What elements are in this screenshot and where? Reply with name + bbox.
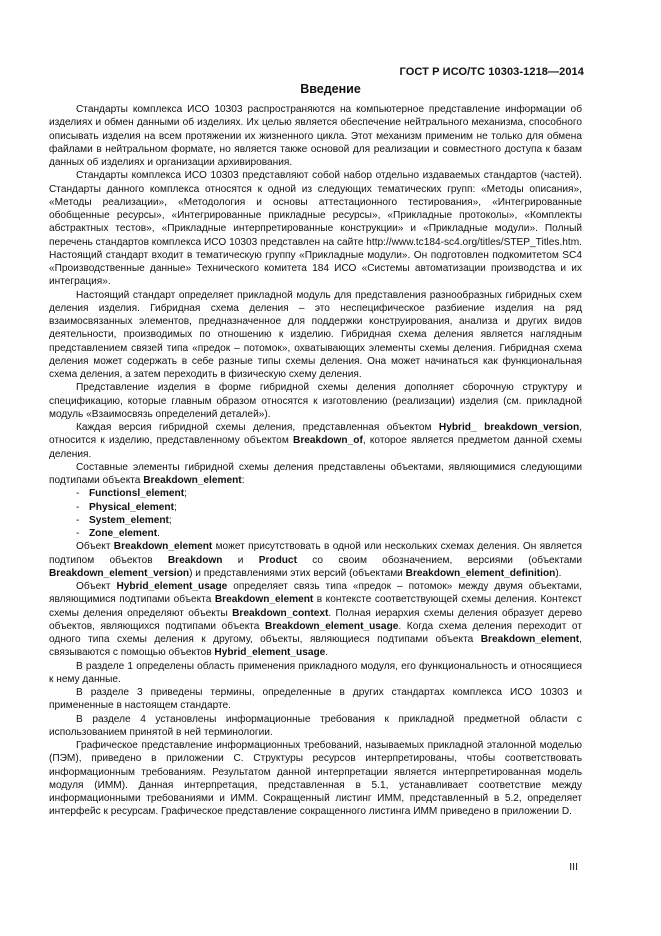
paragraph: Графическое представление информационных требований, называемых прикладной эталонной моделью (ПЭМ), приведено в приложении С. Структуры ресурсов интерпретированы, чтобы соответствовать информационным требованиям. Результатом данной интерпретации является интерпретированная модель модуля (ИММ). Данная интерпретация, представленная в 5.1, устанавливает соответствие между информационными требованиями и ИММ. Сокращенный листинг ИММ, представленный в 5.2, определяет интерфейс к ресурсам. Графическое представление сокращенного листинга ИММ приведено в приложении D.: [49, 740, 582, 818]
list-item: - Zone_element.: [76, 528, 160, 539]
section-title: Введение: [300, 82, 361, 96]
paragraph: Объект Hybrid_element_usage определяет связь типа «предок – потомок» между двумя объектами, являющимися подтипами объекта Breakdown_element в контексте соответствующей схемы деления. Контекст схемы деления определяют объекты Breakdown_context. Полная иерархия схемы деления образует дерево объектов, являющихся подтипами объекта Breakdown_element_usage. Когда схема деления переходит от одного типа схемы деления к другому, объекты, являющиеся подтипами объекта Breakdown_element, связываются с помощью объектов Hybrid_element_usage.: [49, 581, 583, 659]
entity-name: Hybrid_ breakdown_version: [438, 422, 580, 433]
page-number: III: [569, 861, 578, 873]
entity-name: Breakdown_element: [143, 475, 242, 486]
list-item: - Functionsl_element;: [76, 488, 187, 500]
list-item: - System_element;: [76, 514, 172, 526]
paragraph: Настоящий стандарт определяет прикладной модуль для представления разнообразных гибридных схем деления изделия. Гибридная схема деления – это неспецифическое разбиение изделия на ряд взаимосвязанных элементов, предназначенное для поддержки конструирования, анализа и других видов деятельности, производимых по отношению к изделию. Гибридная схема деления является наглядным представлением связей типа «предок – потомок», охватывающих элементы схемы деления. Гибридная схема деления может содержать в себе разные типы схемы деления. Она может начинаться как функциональная схема деления, а затем переходить в физическую схему деления.: [49, 289, 582, 380]
document-code-header: ГОСТ Р ИСО/ТС 10303-1218—2014: [399, 66, 584, 78]
list-item: - Physical_element;: [76, 501, 177, 513]
paragraph: В разделе 4 установлены информационные требования к прикладной предметной области с использованием принятой в ней терминологии.: [49, 713, 582, 738]
paragraph: Объект Breakdown_element может присутствовать в одной или нескольких схемах деления. Он является подтипом объектов Breakdown и Product со своим обозначением, версиями (объектами Breakdown_element_version) и представлениями этих версий (объектами Breakdown_element_definition).: [49, 541, 582, 579]
paragraph: Составные элементы гибридной схемы деления представлены объектами, являющимися следующими подтипами объекта Breakdown_element:: [49, 461, 582, 486]
paragraph: Стандарты комплекса ИСО 10303 представляют собой набор отдельно издаваемых стандартов (частей). Стандарты данного комплекса относятся к одной из следующих тематических групп: «Методы описания», «Методы реализации», «Методология и основы аттестационного тестирования», «Интегрированные обобщенные ресурсы», «Интегрированные прикладные ресурсы», «Прикладные протоколы», «Комплекты абстрактных тестов», «Прикладные интерпретированные конструкции» и «Прикладные модули». Полный перечень стандартов комплекса ИСО 10303 представлен на сайте http://www.tc184-sc4.org/titles/STEP_Titles.htm. Настоящий стандарт входит в тематическую группу «Прикладные модули». Он подготовлен подкомитетом SC4 «Производственные данные» Технического комитета 184 ИСО «Системы автоматизации производства и их интеграция».: [49, 170, 582, 288]
paragraph: Представление изделия в форме гибридной схемы деления дополняет сборочную структуру и спецификацию, которые главным образом относятся к изготовлению (реализации) изделия (см. прикладной модуль «Взаимосвязь определений деталей»).: [49, 382, 582, 420]
entity-name: Breakdown_of: [293, 435, 363, 447]
paragraph: В разделе 3 приведены термины, определенные в других стандартах комплекса ИСО 10303 и примененные в настоящем стандарте.: [49, 687, 582, 712]
paragraph: Стандарты комплекса ИСО 10303 распространяются на компьютерное представление информации об изделиях и обмен данными об изделиях. Их целью является обеспечение нейтрального механизма, способного описывать изделия на всем протяжении их жизненного цикла. Этот механизм применим не только для обмена файлами в нейтральном формате, но является также основой для реализации и совместного доступа к базам данных об изделиях и организации архивирования.: [49, 104, 582, 168]
subtype-list: [49, 487, 582, 540]
body-text: [49, 103, 582, 819]
paragraph: В разделе 1 определены область применения прикладного модуля, его функциональность и относящиеся к нему данные.: [49, 660, 582, 685]
paragraph: Каждая версия гибридной схемы деления, представленная объектом Hybrid_ breakdown_version, относится к изделию, представленному объектом Breakdown_of, которое является предметом данной схемы деления.: [49, 422, 583, 460]
